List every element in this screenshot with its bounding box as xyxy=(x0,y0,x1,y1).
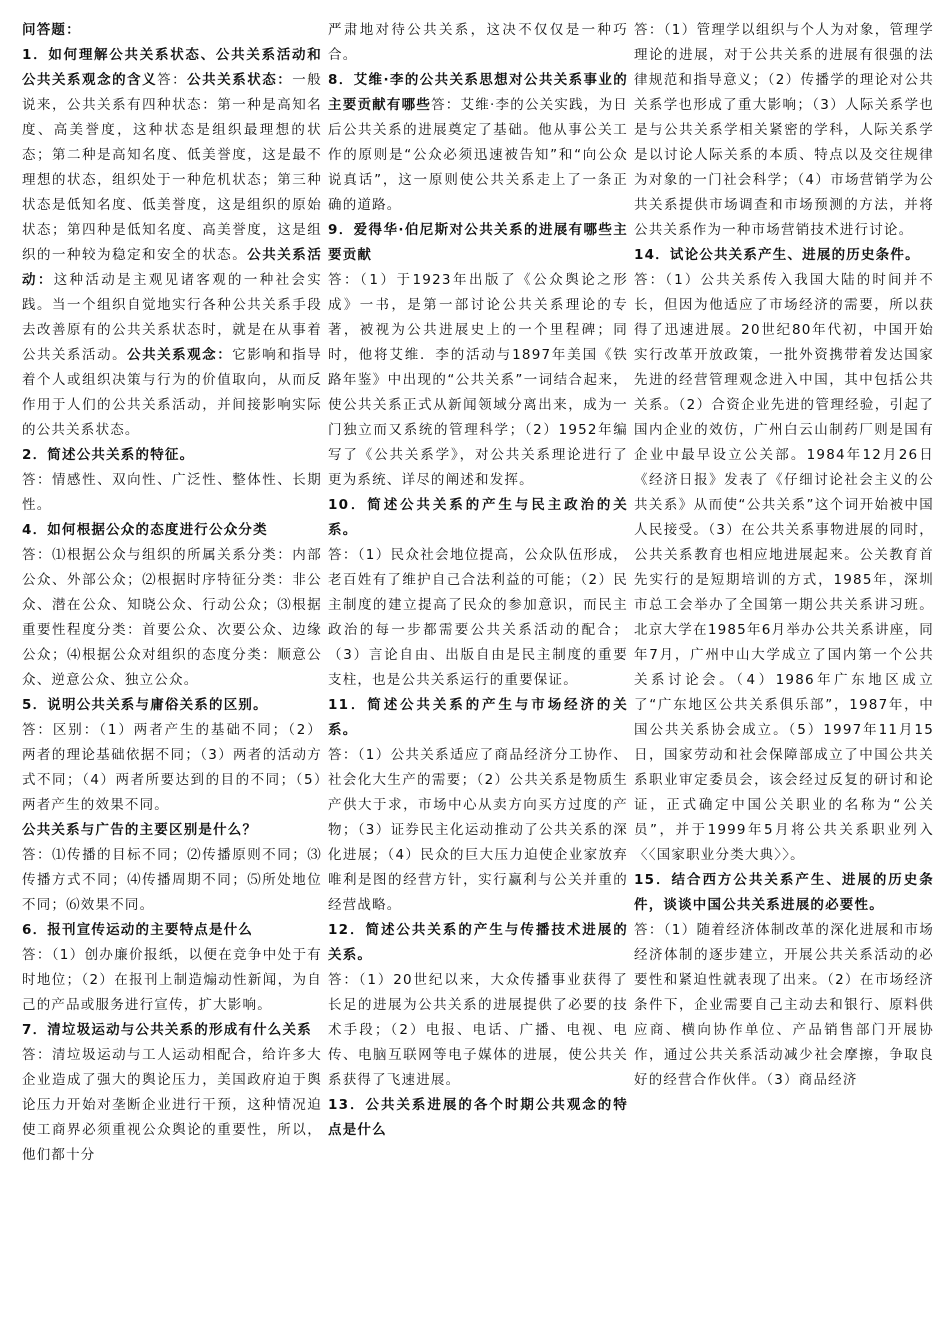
keyword: 公共关系观念： xyxy=(127,347,233,363)
column-middle xyxy=(328,18,628,1334)
question-1 xyxy=(22,43,322,443)
answer-text: 答：（1）于1923年出版了《公众舆论之形成》一书，是第一部讨论公共关系理论的专著，被视为公共进展史上的一个里程碑；同时，他将艾维．李的活动与1897年美国《铁路年鉴》中出现的“公共关系”一词结合起来，使公共关系正式从新闻领域分离出来，成为一门独立而又系统的管理科学；（2）1952年编写了《公共关系学》，对公共关系理论进行了更为系统、详尽的阐述和发挥。 xyxy=(328,272,628,488)
column-left xyxy=(22,18,322,1334)
question-title: 10．简述公共关系的产生与民主政治的关系。 xyxy=(328,497,628,538)
answer-text: 答：（1）民众社会地位提高，公众队伍形成，老百姓有了维护自己合法利益的可能；（2）民主制度的建立提高了民众的参加意识，而民主政治的每一步都需要公共关系活动的配合；（3）言论自由、出版自由是民主制度的重要支柱，也是公共关系运行的重要保证。 xyxy=(328,547,628,688)
question-title: 1．如何理解公共关系状态、公共关系活动和公共关系观念的含义 xyxy=(22,47,322,88)
answer-text: 严肃地对待公共关系，这决不仅仅是一种巧合。 xyxy=(328,22,628,63)
answer-text: 答：（1）随着经济体制改革的深化进展和市场经济体制的逐步建立，开展公共关系活动的必要性和紧迫性就表现了出来。（2）在市场经济条件下，企业需要自己主动去和银行、原料供应商、横向协作单位、产品销售部门开展协作，通过公共关系活动减少社会摩擦，争取良好的经营合作伙伴。（3）商品经济 xyxy=(634,922,934,1088)
question-title: 7．清垃圾运动与公共关系的形成有什么关系 xyxy=(22,1022,312,1038)
question-title: 12．简述公共关系的产生与传播技术进展的关系。 xyxy=(328,922,628,963)
section-heading: 问答题： xyxy=(22,22,81,38)
answer-text: 答：⑴根据公众与组织的所属关系分类：内部公众、外部公众；⑵根据时序特征分类：非公众、潜在公众、知晓公众、行动公众；⑶根据重要性程度分类：首要公众、次要公众、边缘公众；⑷根据公众对组织的态度分类：顺意公众、逆意公众、独立公众。 xyxy=(22,547,322,688)
question-title: 4．如何根据公众的态度进行公众分类 xyxy=(22,522,268,538)
question-title: 2．简述公共关系的特征。 xyxy=(22,447,195,463)
question-8 xyxy=(328,68,628,218)
answer-text: 答：（1）创办廉价报纸，以便在竞争中处于有时地位；（2）在报刊上制造煽动性新闻，为自己的产品或服务进行宣传，扩大影响。 xyxy=(22,947,322,1013)
question-title: 15．结合西方公共关系产生、进展的历史条件，谈谈中国公共关系进展的必要性。 xyxy=(634,872,934,913)
answer-text: 答：清垃圾运动与工人运动相配合，给许多大企业造成了强大的舆论压力，美国政府迫于舆论压力开始对垄断企业进行干预，这种情况迫使工商界必须重视公众舆论的重要性，所以，他们都十分 xyxy=(22,1047,322,1163)
document-page xyxy=(22,18,934,1334)
answer-text: 答：艾维·李的公关实践，为日后公共关系的进展奠定了基础。他从事公关工作的原则是“公众必须迅速被告知”和“向公众说真话”，这一原则使公共关系走上了一条正确的道路。 xyxy=(328,97,628,213)
question-title: 6．报刊宣传运动的主要特点是什么 xyxy=(22,922,254,938)
answer-prefix: 答： xyxy=(157,72,188,88)
answer-text: 一般说来，公共关系有四种状态：第一种是高知名度、高美誉度，这种状态是组织最理想的状态；第二种是高知名度、低美誉度，这是最不理想的状态，组织处于一种危机状态；第三种状态是低知名度、低美誉度，这是组织的原始状态；第四种是低知名度、高美誉度，这是组织的一种较为稳定和安全的状态。 xyxy=(22,72,322,263)
question-title: 公共关系与广告的主要区别是什么？ xyxy=(22,822,258,838)
answer-text: 答：（1）公共关系适应了商品经济分工协作、社会化大生产的需要；（2）公共关系是物质生产供大于求，市场中心从卖方向买方过度的产物；（3）证券民主化运动推动了公共关系的深化进展；（4）民众的巨大压力迫使企业家放弃唯利是图的经营方针，实行赢利与公关并重的经营战略。 xyxy=(328,747,628,913)
answer-text: 答：⑴传播的目标不同；⑵传播原则不同；⑶传播方式不同；⑷传播周期不同；⑸所处地位不同；⑹效果不同。 xyxy=(22,847,322,913)
column-right xyxy=(634,18,934,1334)
question-title: 5．说明公共关系与庸俗关系的区别。 xyxy=(22,697,268,713)
answer-text: 答：情感性、双向性、广泛性、整体性、长期性。 xyxy=(22,472,322,513)
keyword: 公共关系状态： xyxy=(187,72,293,88)
answer-text: 这种活动是主观见诸客观的一种社会实践。当一个组织自觉地实行各种公共关系手段去改善原有的公共关系状态时，就是在从事着公共关系活动。 xyxy=(22,272,322,363)
answer-text: 答：（1）20世纪以来，大众传播事业获得了长足的进展为公共关系的进展提供了必要的技术手段；（2）电报、电话、广播、电视、电传、电脑互联网等电子媒体的进展，使公共关系获得了飞速进展。 xyxy=(328,972,628,1088)
keyword: 公共关系活动： xyxy=(22,247,322,288)
answer-text: 答：（1）管理学以组织与个人为对象，管理学理论的进展，对于公共关系的进展有很强的法律规范和指导意义；（2）传播学的理论对公共关系学也形成了重大影响；（3）人际关系学也是与公共关系学相关紧密的学科，人际关系学是以讨论人际关系的本质、特点以及交往规律为对象的一门社会科学；（4）市场营销学为公共关系提供市场调查和市场预测的方法，并将公共关系作为一种市场营销技术进行讨论。 xyxy=(634,22,934,238)
answer-text: 答：区别：（1）两者产生的基础不同；（2）两者的理论基础依据不同；（3）两者的活动方式不同；（4）两者所要达到的目的不同；（5）两者产生的效果不同。 xyxy=(22,722,322,813)
answer-text: 答：（1）公共关系传入我国大陆的时间并不长，但因为他适应了市场经济的需要，所以获得了迅速进展。20世纪80年代初，中国开始实行改革开放政策，一批外资携带着发达国家先进的经营管理观念进入中国，其中包括公共关系。（2）合资企业先进的管理经验，引起了国内企业的效仿，广州白云山制药厂则是国有企业中最早设立公关部。1984年12月26日《经济日报》发表了《仔细讨论社会主义的公共关系》从而使“公共关系”这个词开始被中国人民接受。（3）在公共关系事物进展的同时，公共关系教育也相应地进展起来。公关教育首先实行的是短期培训的方式，1985年，深圳市总工会举办了全国第一期公共关系讲习班。北京大学在1985年6月举办公共关系讲座，同年7月，广州中山大学成立了国内第一个公共关系讨论会。（4）1986年广东地区成立了“广东地区公共关系俱乐部”，1987年，中国公共关系协会成立。（5）1997年11月15日，国家劳动和社会保障部成立了中国公共关系职业审定委员会，该会经过反复的研讨和论证，正式确定中国公关职业的名称为“公关员”，并于1999年5月将公共关系职业列入〈〈国家职业分类大典〉〉。 xyxy=(634,272,934,863)
question-title: 11．简述公共关系的产生与市场经济的关系。 xyxy=(328,697,628,738)
question-title: 9．爱得华·伯尼斯对公共关系的进展有哪些主要贡献 xyxy=(328,222,628,263)
question-title: 14．试论公共关系产生、进展的历史条件。 xyxy=(634,247,920,263)
question-title: 8．艾维·李的公共关系思想对公共关系事业的主要贡献有哪些 xyxy=(328,72,628,113)
question-title: 13．公共关系进展的各个时期公共观念的特点是什么 xyxy=(328,1097,628,1138)
answer-text: 它影响和指导着个人或组织决策与行为的价值取向，从而反作用于人们的公共关系活动，并间接影响实际的公共关系状态。 xyxy=(22,347,322,438)
